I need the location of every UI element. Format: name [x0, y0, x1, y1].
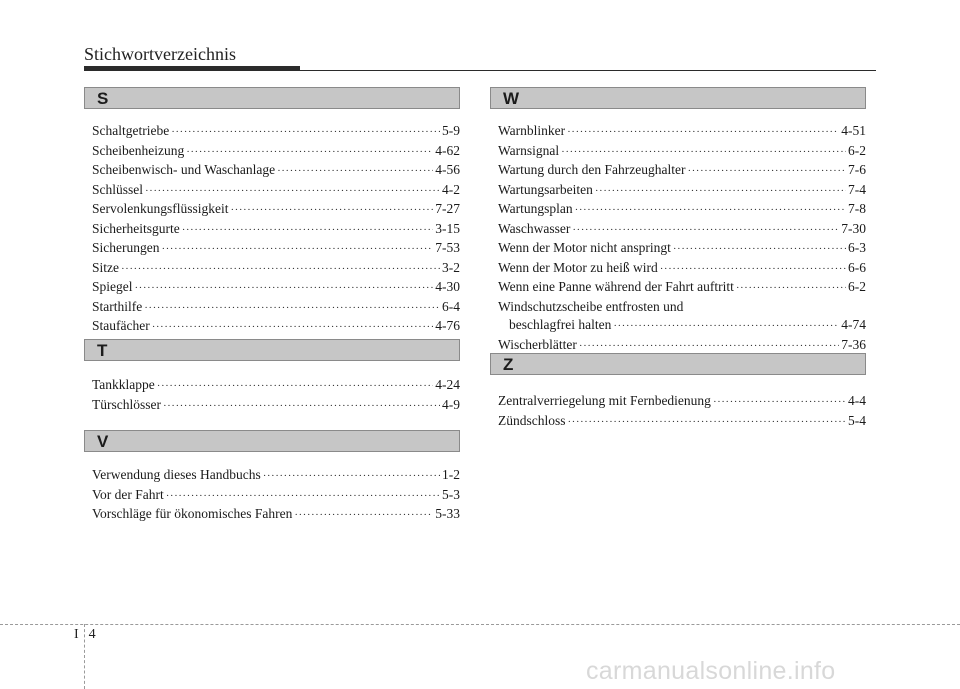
entry-label: Scheibenheizung — [92, 142, 185, 158]
entry-page: 5-3 — [442, 486, 460, 502]
dot-leader — [166, 487, 440, 506]
entry-page: 1-2 — [442, 467, 460, 482]
dot-leader — [144, 299, 440, 318]
index-entry — [498, 181, 866, 201]
entry-page: 6-4 — [442, 298, 460, 314]
entry-label: Scheibenwisch- und Waschanlage — [92, 162, 276, 177]
section-z-bar — [490, 353, 866, 375]
dot-leader — [231, 201, 434, 220]
dot-leader — [673, 240, 846, 259]
entry-continuation — [498, 316, 866, 336]
dot-leader — [561, 143, 846, 162]
dot-leader — [186, 143, 433, 162]
dot-leader — [171, 123, 440, 142]
index-entry — [498, 239, 866, 259]
section-z-letter: Z — [503, 355, 514, 374]
index-entry — [92, 161, 460, 181]
entry-label: Wartungsplan — [498, 201, 573, 216]
index-entry — [92, 220, 460, 240]
page-num: 4 — [88, 627, 106, 642]
entry-page: 7-53 — [435, 240, 460, 255]
entry-page: 4-56 — [435, 162, 460, 177]
section-t-bar — [84, 339, 460, 361]
dot-leader — [182, 221, 434, 240]
entry-page: 5-9 — [442, 123, 460, 138]
header-bar — [84, 66, 300, 71]
entry-label: Wischerblätter — [498, 336, 577, 352]
dot-leader — [713, 393, 846, 412]
entry-page: 3-2 — [442, 259, 460, 275]
index-entry — [92, 181, 460, 201]
entry-label: Vor der Fahrt — [92, 486, 164, 502]
entry-label: Staufächer — [92, 318, 150, 333]
index-entry — [92, 376, 460, 396]
index-entry — [498, 259, 866, 279]
dot-leader — [163, 397, 440, 416]
entry-label: Verwendung dieses Handbuchs — [92, 467, 261, 482]
dot-leader — [613, 317, 839, 336]
entry-page: 7-30 — [841, 220, 866, 236]
entry-label: Wenn der Motor zu heiß wird — [498, 259, 658, 275]
section-s-list — [92, 122, 460, 337]
index-entry — [92, 200, 460, 220]
section-w-letter: W — [503, 89, 520, 108]
dot-leader — [687, 162, 846, 181]
dot-leader — [575, 201, 846, 220]
entry-label: Spiegel — [92, 279, 133, 294]
entry-label-line1: Windschutzscheibe entfrosten und — [498, 298, 684, 314]
index-entry — [92, 122, 460, 142]
entry-page: 7-36 — [841, 336, 866, 352]
entry-label: Warnblinker — [498, 123, 566, 138]
section-v-letter: V — [97, 432, 109, 451]
entry-page: 6-2 — [848, 142, 866, 158]
index-entry — [498, 392, 866, 412]
section-z-list — [498, 392, 866, 431]
dot-leader — [277, 162, 433, 181]
section-t-letter: T — [97, 341, 108, 360]
entry-label: Starthilfe — [92, 298, 143, 314]
entry-label: Sicherheitsgurte — [92, 220, 180, 236]
entry-label: Wenn eine Panne während der Fahrt auftritt — [498, 279, 734, 294]
entry-label: Wenn der Motor nicht anspringt — [498, 240, 671, 255]
dot-leader — [567, 123, 839, 142]
entry-page: 4-2 — [442, 181, 460, 197]
dot-leader — [595, 182, 846, 201]
index-entry-multiline — [498, 298, 866, 336]
section-s-bar — [84, 87, 460, 109]
entry-page: 3-15 — [435, 220, 460, 236]
index-entry — [92, 239, 460, 259]
index-entry — [92, 396, 460, 416]
entry-label: Vorschläge für ökonomisches Fahren — [92, 506, 293, 521]
index-entry — [498, 142, 866, 162]
section-s-letter: S — [97, 89, 109, 108]
entry-page: 7-27 — [435, 201, 460, 216]
dot-leader — [161, 240, 433, 259]
dot-leader — [736, 279, 846, 298]
entry-label: Waschwasser — [498, 220, 571, 236]
index-entry — [498, 122, 866, 142]
entry-page: 5-33 — [435, 506, 460, 521]
entry-page: 5-4 — [848, 412, 866, 428]
entry-label: Zentralverriegelung mit Fernbedienung — [498, 393, 711, 408]
index-entry — [92, 466, 460, 486]
entry-label: Wartung durch den Fahrzeughalter — [498, 162, 686, 177]
entry-page: 4-76 — [435, 318, 460, 333]
dot-leader — [121, 260, 440, 279]
entry-page: 6-2 — [848, 279, 866, 294]
section-t-list — [92, 376, 460, 415]
index-entry — [92, 298, 460, 318]
entry-label: Türschlösser — [92, 396, 161, 412]
dot-leader — [157, 377, 433, 396]
entry-page: 4-51 — [841, 123, 866, 138]
dot-leader — [568, 413, 847, 432]
index-entry — [498, 316, 866, 336]
entry-label: Zündschloss — [498, 412, 566, 428]
entry-page: 7-8 — [848, 201, 866, 216]
entry-label: Tankklappe — [92, 377, 155, 392]
entry-label: Schlüssel — [92, 181, 144, 197]
entry-page: 4-74 — [841, 317, 866, 332]
dot-leader — [135, 279, 434, 298]
entry-page: 7-4 — [848, 181, 866, 197]
footer-rule — [0, 624, 960, 625]
dot-leader — [145, 182, 440, 201]
watermark: carmanualsonline.info — [586, 657, 836, 685]
index-entry — [498, 161, 866, 181]
entry-label: Warnsignal — [498, 142, 560, 158]
index-entry — [498, 278, 866, 298]
entry-label: Sicherungen — [92, 240, 160, 255]
index-entry — [92, 259, 460, 279]
page-number — [74, 627, 106, 643]
index-entry — [498, 220, 866, 240]
entry-label: Wartungsarbeiten — [498, 181, 593, 197]
dot-leader — [152, 318, 434, 337]
index-entry — [92, 278, 460, 298]
entry-label: beschlagfrei halten — [509, 317, 612, 332]
index-entry — [92, 505, 460, 525]
index-entry — [92, 486, 460, 506]
dot-leader — [660, 260, 846, 279]
section-w-bar — [490, 87, 866, 109]
dot-leader — [572, 221, 839, 240]
entry-label: Schaltgetriebe — [92, 123, 170, 138]
index-entry — [92, 142, 460, 162]
entry-page: 4-9 — [442, 396, 460, 412]
entry-page: 4-4 — [848, 393, 866, 408]
index-entry — [92, 317, 460, 337]
index-entry — [498, 412, 866, 432]
entry-page: 7-6 — [848, 162, 866, 177]
index-entry — [498, 200, 866, 220]
section-v-bar — [84, 430, 460, 452]
chapter-letter: I — [74, 627, 89, 642]
entry-page: 4-30 — [435, 279, 460, 294]
section-w-list — [498, 122, 866, 355]
page-header-title: Stichwortverzeichnis — [84, 44, 236, 64]
entry-page: 4-62 — [435, 142, 460, 158]
entry-page: 4-24 — [435, 377, 460, 392]
entry-page: 6-3 — [848, 240, 866, 255]
header-rule — [300, 70, 876, 71]
section-v-list — [92, 466, 460, 525]
entry-label: Servolenkungsflüssigkeit — [92, 201, 229, 216]
entry-label: Sitze — [92, 259, 119, 275]
dot-leader — [263, 467, 440, 486]
entry-page: 6-6 — [848, 259, 866, 275]
dot-leader — [294, 506, 433, 525]
